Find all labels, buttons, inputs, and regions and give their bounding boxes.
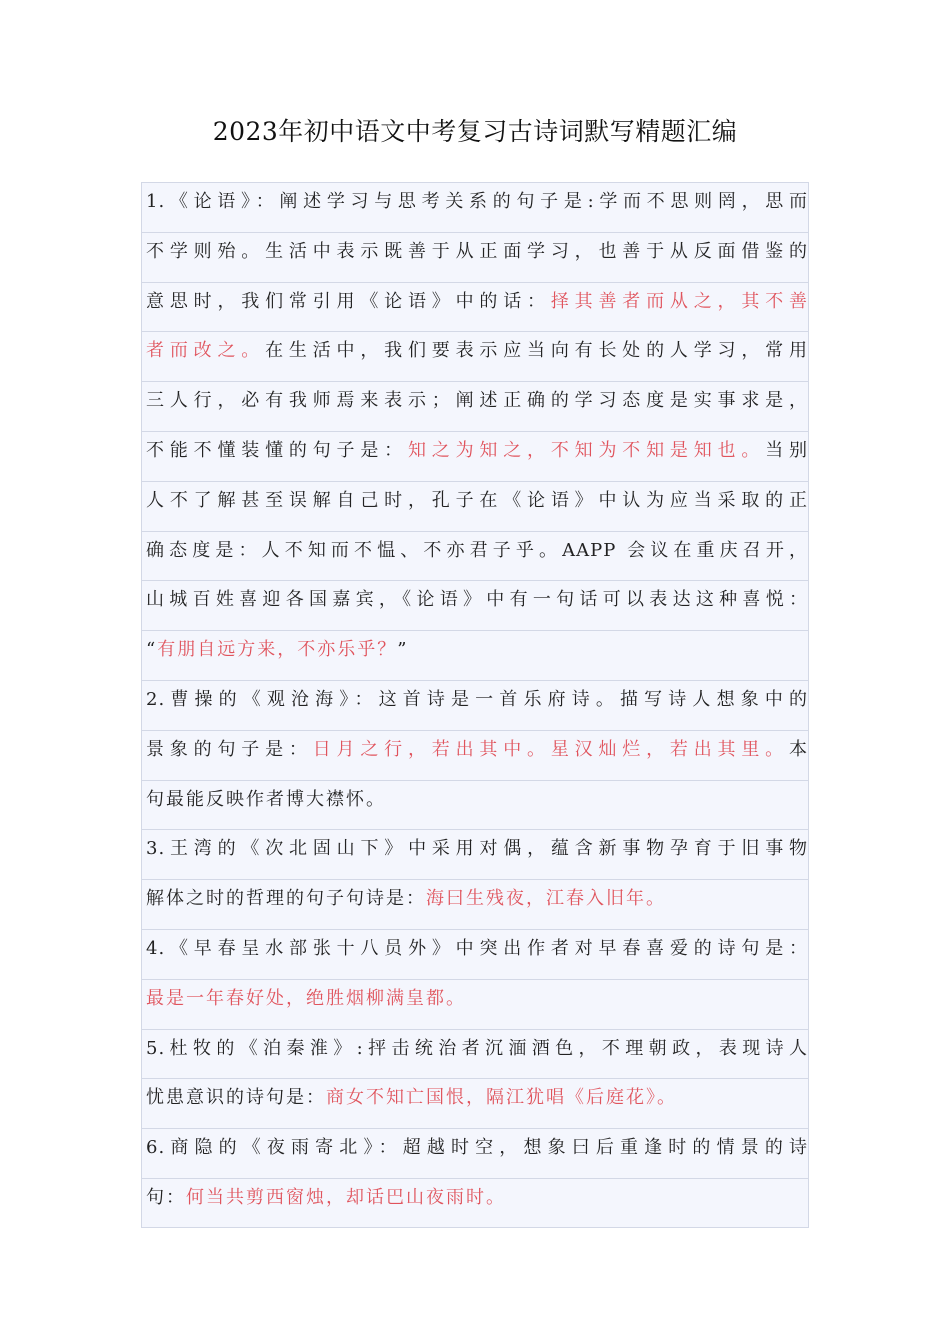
text-line [141, 580, 809, 630]
text-line [141, 1178, 809, 1228]
answer-text: 商女不知亡国恨，隔江犹唱《后庭花》。 [326, 1087, 677, 1109]
text-line [141, 630, 809, 680]
text-line [141, 331, 809, 381]
answer-text: 知之为知之，不知为不知是知也。 [407, 439, 766, 461]
question-text: 忧患意识的诗句是： [146, 1087, 326, 1109]
text-line [141, 481, 809, 531]
text-line [141, 730, 809, 780]
text-line [141, 829, 809, 879]
question-text: 意思时，我们常引用《论语》中的话： [146, 290, 551, 312]
text-line [141, 929, 809, 979]
question-text: 当别 [765, 439, 809, 461]
question-text: 不能不懂装懂的句子是： [146, 439, 408, 461]
question-text: 6.商隐的《夜雨寄北》：超越时空，想象曰后重逢时的情景的诗 [146, 1137, 808, 1159]
question-text: 本 [789, 738, 808, 760]
question-text: “ [146, 639, 158, 661]
answer-text: 有朋自远方来，不亦乐乎？ [157, 639, 398, 661]
question-text: 3.王湾的《次北固山下》中采用对偶，蕴含新事物孕育于旧事物 [146, 838, 808, 860]
text-line [141, 1128, 809, 1178]
page-title: 2023年初中语文中考复习古诗词默写精题汇编 [212, 117, 738, 146]
answer-text: 海曰生残夜，江春入旧年。 [426, 888, 666, 910]
text-line [141, 282, 809, 332]
question-text: 人不了解甚至误解自己时，孔子在《论语》中认为应当采取的正 [146, 489, 808, 511]
question-text: 三人行，必有我师焉来表示；阐述正确的学习态度是实事求是， [146, 390, 808, 412]
question-text: 2.曹操的《观沧海》：这首诗是一首乐府诗。描写诗人想象中的 [146, 688, 808, 710]
text-line [141, 1078, 809, 1128]
question-text: 确态度是：人不知而不愠、不亦君子乎。AAPP 会议在重庆召开， [146, 539, 808, 561]
question-text: 4.《早春呈水部张十八员外》中突出作者对早春喜爱的诗句是： [146, 937, 808, 959]
question-text: 句： [146, 1186, 186, 1208]
answer-text: 何当共剪西窗烛，却话巴山夜雨时。 [186, 1186, 506, 1208]
text-line [141, 680, 809, 730]
question-text: ” [397, 639, 409, 661]
answer-text: 最是一年春好处，绝胜烟柳满皇都。 [146, 987, 466, 1009]
text-line [141, 232, 809, 282]
answer-text: 日月之行，若出其中。星汉灿烂，若出其里。 [312, 738, 789, 760]
question-text: 句最能反映作者博大襟怀。 [146, 788, 386, 810]
text-line [141, 431, 809, 481]
question-text: 景象的句子是： [146, 738, 313, 760]
text-line [141, 381, 809, 431]
question-text: 5.杜牧的《泊秦淮》:抨击统治者沉湎酒色，不理朝政，表现诗人 [146, 1037, 808, 1059]
text-line [141, 531, 809, 581]
answer-text: 者而改之。 [146, 340, 266, 362]
question-text: 解体之时的哲理的句子句诗是： [146, 888, 426, 910]
question-text: 山城百姓喜迎各国嘉宾，《论语》中有一句话可以表达这种喜悦： [146, 589, 808, 611]
text-line [141, 1029, 809, 1079]
answer-text: 择其善者而从之，其不善 [550, 290, 809, 312]
question-text: 不学则殆。生活中表示既善于从正面学习，也善于从反面借鉴的 [146, 240, 808, 262]
document-body [141, 182, 809, 1228]
text-line [141, 780, 809, 830]
question-text: 在生活中，我们要表示应当向有长处的人学习，常用 [265, 340, 809, 362]
text-line [141, 182, 809, 232]
text-line [141, 979, 809, 1029]
text-line [141, 879, 809, 929]
question-text: 1.《论语》：阐述学习与思考关系的句子是:学而不思则罔，思而 [146, 191, 808, 212]
